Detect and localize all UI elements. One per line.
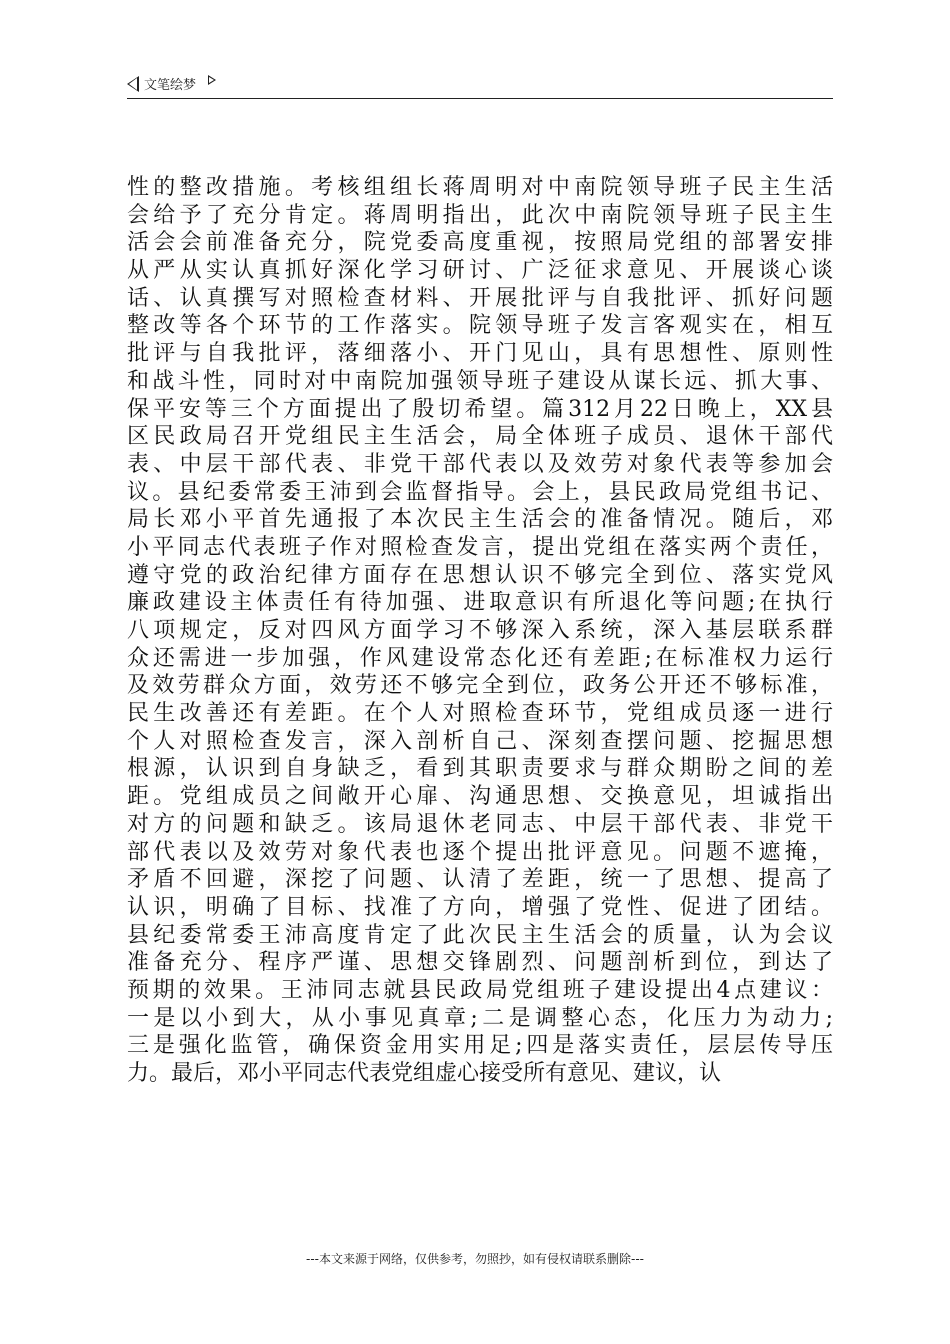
body-line: 预期的效果。王沛同志就县民政局党组班子建设提出4点建议： <box>127 977 833 1003</box>
body-line: 一是以小到大，从小事见真章;二是调整心态，化压力为动力; <box>127 1005 833 1031</box>
body-line: 廉政建设主体责任有待加强、进取意识有所退化等问题;在执行 <box>127 590 833 616</box>
body-line: 话、认真撰写对照检查材料、开展批评与自我批评、抓好问题 <box>127 285 833 311</box>
header-brand-text: 文笔绘梦 <box>144 78 197 93</box>
body-line: 对方的问题和缺乏。该局退休老同志、中层干部代表、非党干 <box>127 811 833 837</box>
body-line: 众还需进一步加强，作风建设常态化还有差距;在标准权力运行 <box>127 645 833 671</box>
triangle-right-icon <box>208 75 216 85</box>
body-line: 准备充分、程序严谨、思想交锋剧烈、问题剖析到位，到达了 <box>127 950 833 976</box>
body-line: 批评与自我批评，落细落小、开门见山，具有思想性、原则性 <box>127 341 833 367</box>
header-brand <box>127 74 216 93</box>
footer-disclaimer: ---本文来源于网络，仅供参考，勿照抄，如有侵权请联系删除--- <box>306 1252 644 1266</box>
document-body <box>127 174 833 1088</box>
body-line: 整改等各个环节的工作落实。院领导班子发言客观实在，相互 <box>127 313 833 339</box>
body-line: 局长邓小平首先通报了本次民主生活会的准备情况。随后，邓 <box>127 507 833 533</box>
body-line: 力。最后，邓小平同志代表党组虚心接受所有意见、建议，认 <box>127 1061 722 1086</box>
body-line: 遵守党的政治纪律方面存在思想认识不够完全到位、落实党风 <box>127 562 833 588</box>
triangle-left-icon <box>127 76 139 92</box>
body-line: 保平安等三个方面提出了殷切希望。篇312月22日晚上，XX县 <box>127 396 833 422</box>
body-line: 及效劳群众方面，效劳还不够完全到位，政务公开还不够标准， <box>127 673 833 699</box>
body-line: 小平同志代表班子作对照检查发言，提出党组在落实两个责任， <box>127 534 833 560</box>
body-line: 表、中层干部代表、非党干部代表以及效劳对象代表等参加会 <box>127 451 833 477</box>
body-line: 三是强化监管，确保资金用实用足;四是落实责任，层层传导压 <box>127 1033 833 1059</box>
body-line: 距。党组成员之间敞开心扉、沟通思想、交换意见，坦诚指出 <box>127 784 833 810</box>
body-line: 根源，认识到自身缺乏，看到其职责要求与群众期盼之间的差 <box>127 756 833 782</box>
body-line: 县纪委常委王沛高度肯定了此次民主生活会的质量，认为会议 <box>127 922 833 948</box>
body-line: 和战斗性，同时对中南院加强领导班子建设从谋长远、抓大事、 <box>127 368 833 394</box>
body-line: 认识，明确了目标、找准了方向，增强了党性、促进了团结。 <box>127 894 833 920</box>
body-line: 议。县纪委常委王沛到会监督指导。会上，县民政局党组书记、 <box>127 479 833 505</box>
body-line: 从严从实认真抓好深化学习研讨、广泛征求意见、开展谈心谈 <box>127 258 833 284</box>
page-header <box>127 74 833 99</box>
body-line: 个人对照检查发言，深入剖析自己、深刻查摆问题、挖掘思想 <box>127 728 833 754</box>
body-line: 区民政局召开党组民主生活会，局全体班子成员、退休干部代 <box>127 424 833 450</box>
body-line: 部代表以及效劳对象代表也逐个提出批评意见。问题不遮掩， <box>127 839 833 865</box>
body-line: 八项规定，反对四风方面学习不够深入系统，深入基层联系群 <box>127 618 833 643</box>
body-line: 性的整改措施。考核组组长蒋周明对中南院领导班子民主生活 <box>127 175 833 200</box>
body-line: 矛盾不回避，深挖了问题、认清了差距，统一了思想、提高了 <box>127 867 833 893</box>
body-line: 民生改善还有差距。在个人对照检查环节，党组成员逐一进行 <box>127 701 833 727</box>
body-line: 活会会前准备充分，院党委高度重视，按照局党组的部署安排 <box>127 230 833 256</box>
body-line: 会给予了充分肯定。蒋周明指出，此次中南院领导班子民主生 <box>127 202 833 228</box>
